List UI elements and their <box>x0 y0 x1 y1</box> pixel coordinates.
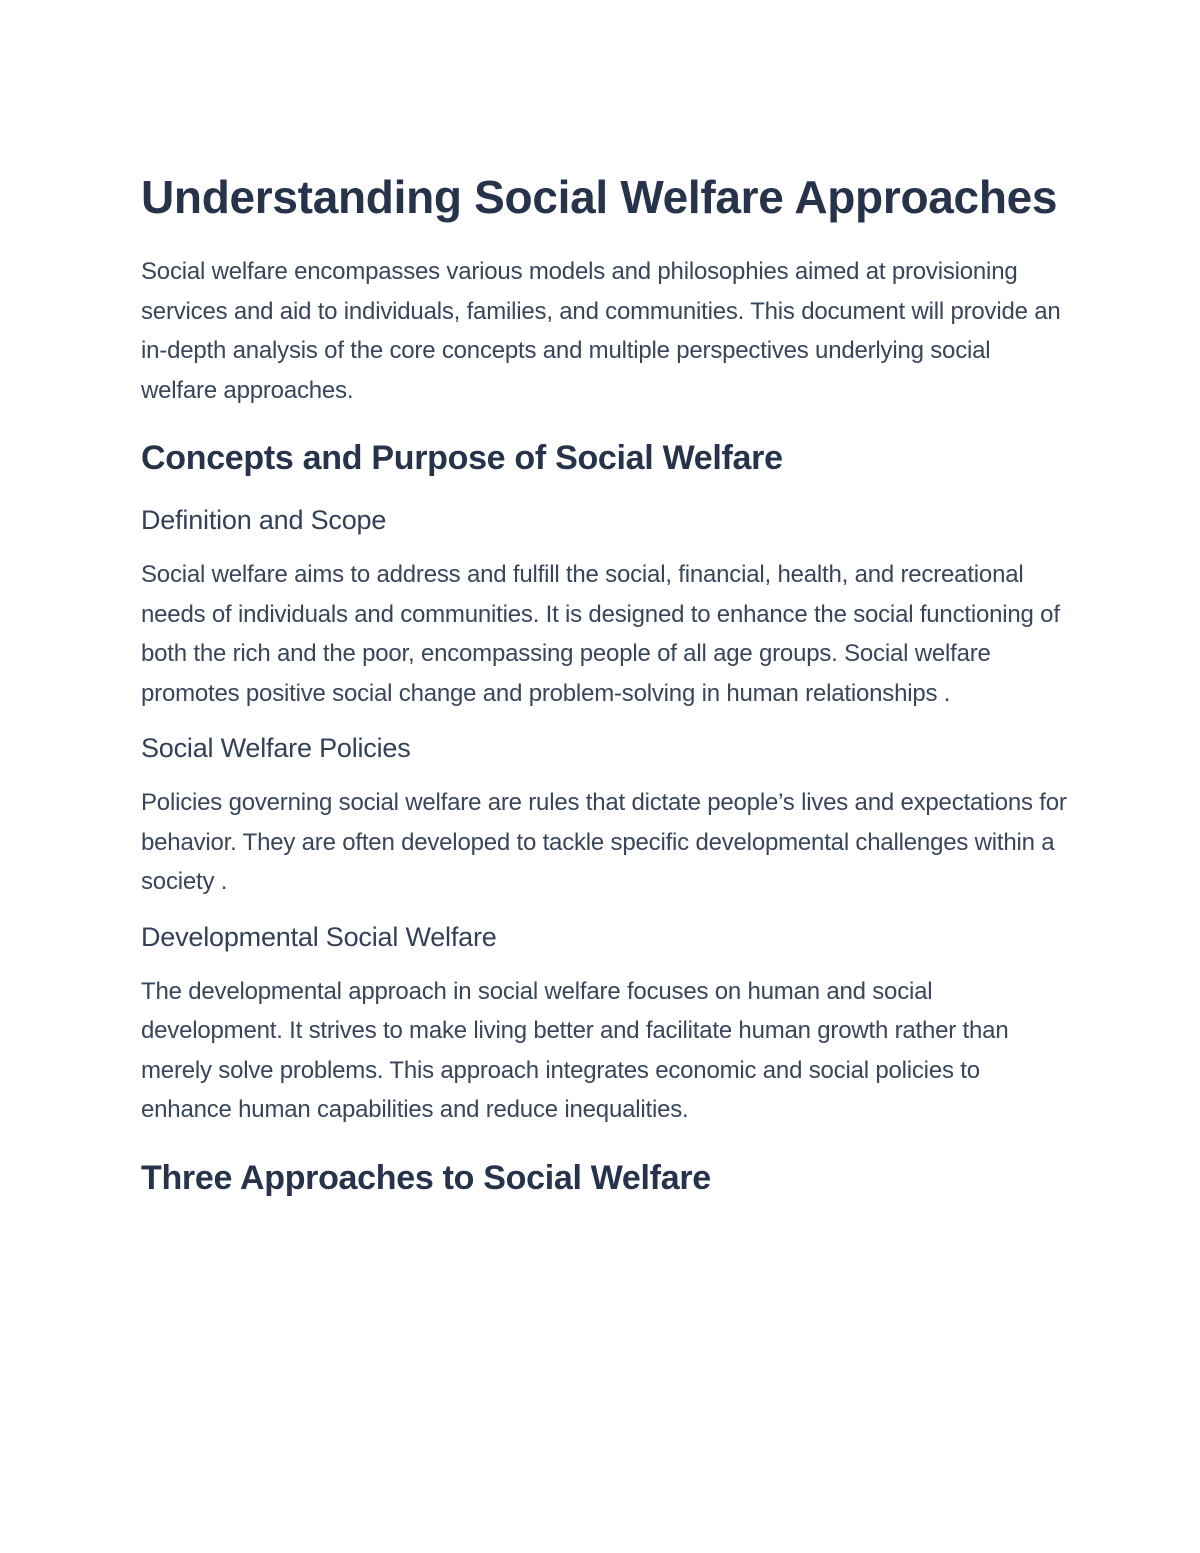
subsection-heading-definition: Definition and Scope <box>141 505 387 535</box>
document-title: Understanding Social Welfare Approaches <box>141 171 1058 223</box>
section-heading-three-approaches: Three Approaches to Social Welfare <box>141 1158 711 1197</box>
section-heading-concepts: Concepts and Purpose of Social Welfare <box>141 439 783 477</box>
intro-paragraph: Social welfare encompasses various models and philosophies aimed at provisioning services and aid to individuals, families, and communities. This document will provide an in-depth analysis of the core concepts and multiple perspectives underlying social welfare approaches. <box>141 258 1061 404</box>
subsection-heading-developmental: Developmental Social Welfare <box>141 921 497 952</box>
developmental-paragraph: The developmental approach in social welfare focuses on human and social development. It strives to make living better and facilitate human growth rather than merely solve problems. This approach integrates economic and social policies to enhance human capabilities and reduce inequalities. <box>141 977 1009 1123</box>
subsection-heading-policies: Social Welfare Policies <box>141 733 411 763</box>
definition-paragraph: Social welfare aims to address and fulfill the social, financial, health, and recreational needs of individuals and communities. It is designed to enhance the social functioning of both the rich and the poor, encompassing people of all age groups. Social welfare promotes positive social change and problem-solving in human relationships . <box>141 561 1060 707</box>
policies-paragraph: Policies governing social welfare are rules that dictate people’s lives and expectations for behavior. They are often developed to tackle specific developmental challenges within a society . <box>141 789 1067 895</box>
document-page <box>141 166 1071 1200</box>
